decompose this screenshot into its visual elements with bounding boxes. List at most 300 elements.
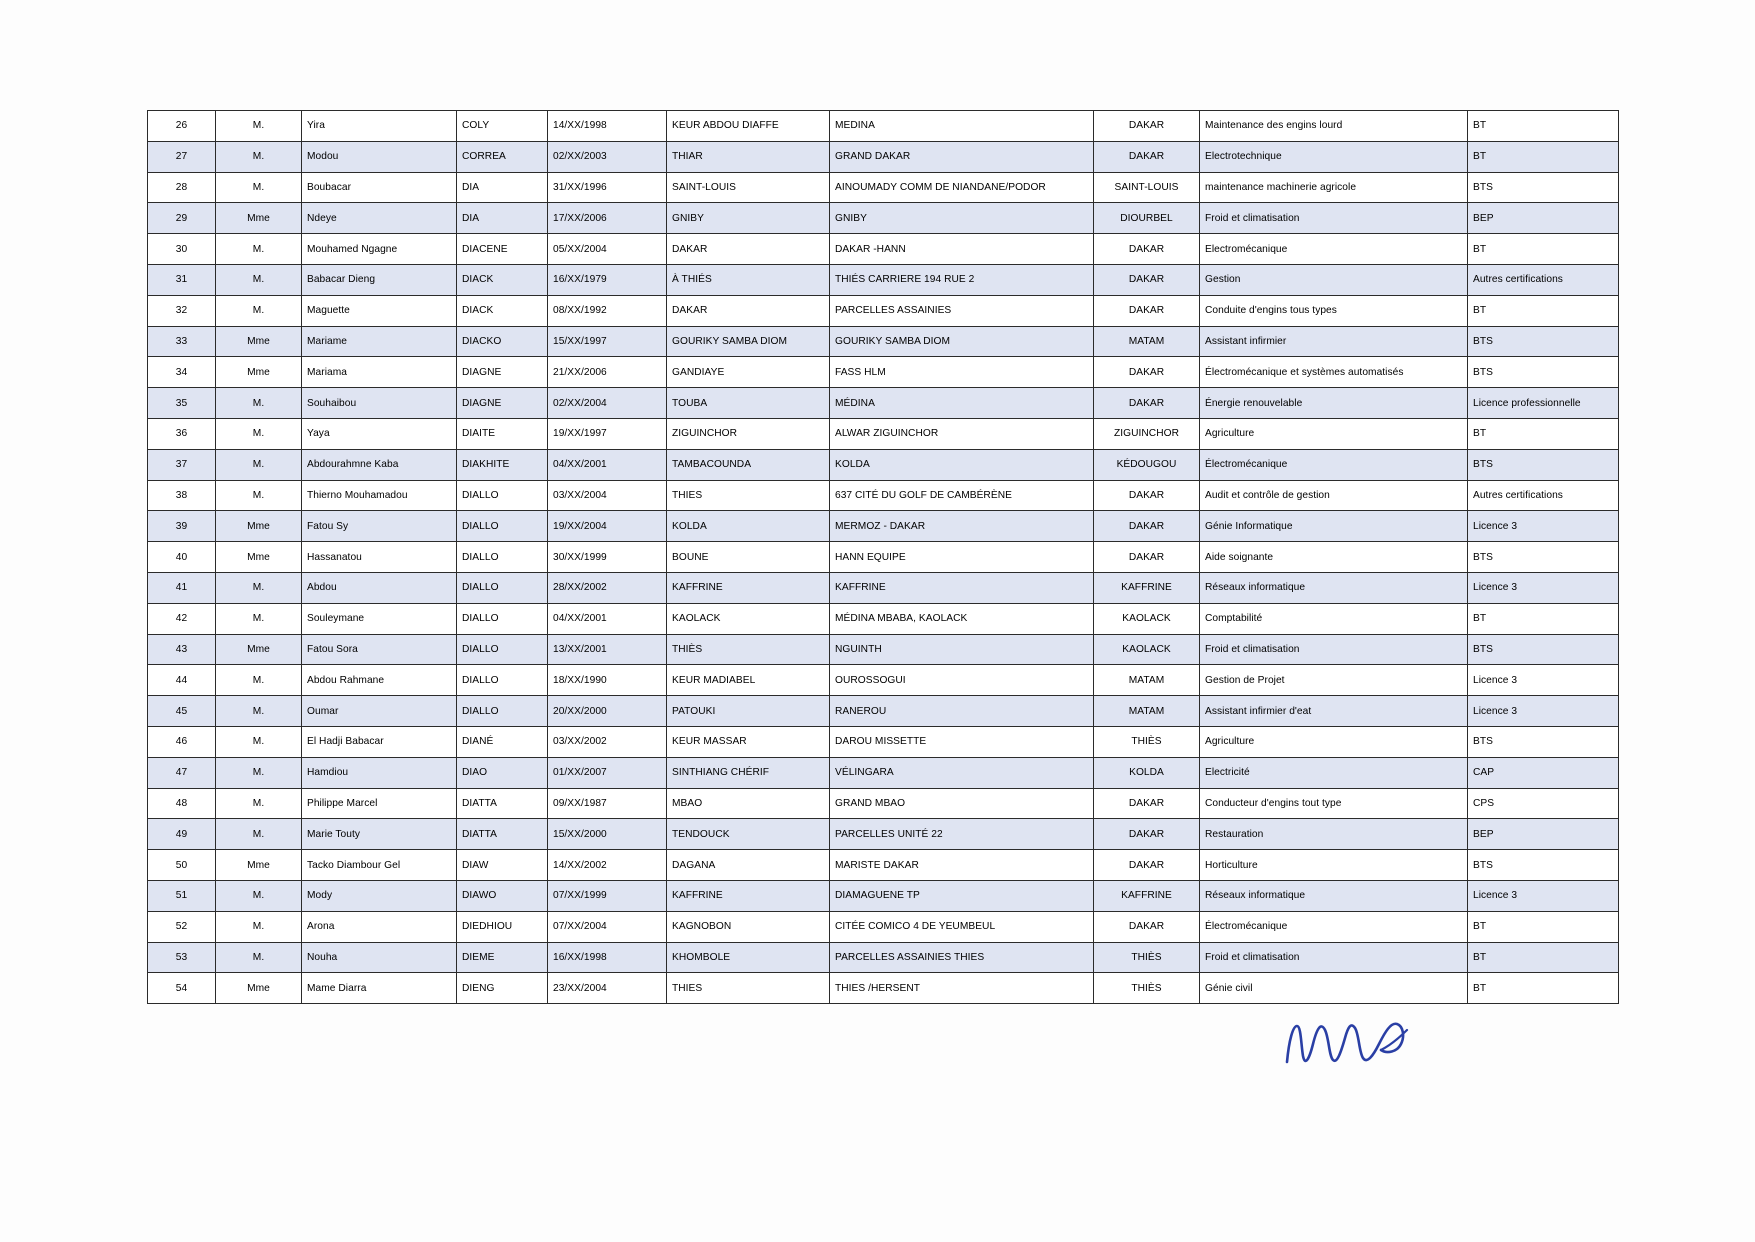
cell-diploma: BT — [1468, 234, 1619, 265]
cell-dob: 08/XX/1992 — [548, 295, 667, 326]
table-row — [148, 973, 1619, 1004]
cell-birthplace: KEUR ABDOU DIAFFE — [667, 111, 830, 142]
cell-region: DAKAR — [1094, 911, 1200, 942]
table-row — [148, 388, 1619, 419]
cell-specialty: Électromécanique — [1200, 911, 1468, 942]
table-row — [148, 449, 1619, 480]
cell-civility: M. — [216, 819, 302, 850]
cell-region: DAKAR — [1094, 850, 1200, 881]
cell-address: GRAND MBAO — [830, 788, 1094, 819]
cell-lastname: DIACKO — [457, 326, 548, 357]
cell-specialty: Aide soignante — [1200, 542, 1468, 573]
cell-birthplace: DAKAR — [667, 295, 830, 326]
cell-number: 39 — [148, 511, 216, 542]
cell-address: GRAND DAKAR — [830, 141, 1094, 172]
cell-birthplace: THIÈS — [667, 634, 830, 665]
cell-region: DAKAR — [1094, 788, 1200, 819]
cell-civility: Mme — [216, 634, 302, 665]
cell-civility: M. — [216, 234, 302, 265]
cell-civility: M. — [216, 172, 302, 203]
cell-specialty: Froid et climatisation — [1200, 203, 1468, 234]
cell-dob: 03/XX/2002 — [548, 726, 667, 757]
table-row — [148, 141, 1619, 172]
cell-region: THIÈS — [1094, 942, 1200, 973]
cell-region: DAKAR — [1094, 388, 1200, 419]
cell-diploma: Licence 3 — [1468, 572, 1619, 603]
cell-civility: M. — [216, 141, 302, 172]
cell-dob: 15/XX/1997 — [548, 326, 667, 357]
cell-lastname: DIACK — [457, 264, 548, 295]
cell-specialty: Génie Informatique — [1200, 511, 1468, 542]
cell-number: 44 — [148, 665, 216, 696]
table-row — [148, 172, 1619, 203]
cell-civility: Mme — [216, 850, 302, 881]
cell-dob: 28/XX/2002 — [548, 572, 667, 603]
cell-birthplace: KAFFRINE — [667, 880, 830, 911]
cell-number: 33 — [148, 326, 216, 357]
cell-birthplace: PATOUKI — [667, 696, 830, 727]
cell-lastname: DIAW — [457, 850, 548, 881]
cell-firstname: Mariame — [302, 326, 457, 357]
cell-region: KAOLACK — [1094, 634, 1200, 665]
cell-civility: M. — [216, 880, 302, 911]
cell-diploma: BT — [1468, 911, 1619, 942]
cell-number: 35 — [148, 388, 216, 419]
cell-civility: M. — [216, 942, 302, 973]
cell-birthplace: MBAO — [667, 788, 830, 819]
cell-region: KOLDA — [1094, 757, 1200, 788]
cell-lastname: DIEME — [457, 942, 548, 973]
cell-civility: M. — [216, 757, 302, 788]
cell-address: MÉDINA MBABA, KAOLACK — [830, 603, 1094, 634]
cell-diploma: Licence 3 — [1468, 696, 1619, 727]
table-row — [148, 696, 1619, 727]
cell-specialty: Gestion — [1200, 264, 1468, 295]
cell-address: AINOUMADY COMM DE NIANDANE/PODOR — [830, 172, 1094, 203]
cell-number: 47 — [148, 757, 216, 788]
cell-number: 31 — [148, 264, 216, 295]
cell-civility: M. — [216, 696, 302, 727]
cell-dob: 30/XX/1999 — [548, 542, 667, 573]
cell-lastname: DIEDHIOU — [457, 911, 548, 942]
cell-dob: 07/XX/2004 — [548, 911, 667, 942]
table-row — [148, 511, 1619, 542]
cell-lastname: DIAGNE — [457, 357, 548, 388]
cell-firstname: Boubacar — [302, 172, 457, 203]
cell-dob: 15/XX/2000 — [548, 819, 667, 850]
cell-region: MATAM — [1094, 326, 1200, 357]
cell-diploma: BT — [1468, 418, 1619, 449]
cell-firstname: Fatou Sy — [302, 511, 457, 542]
cell-birthplace: TAMBACOUNDA — [667, 449, 830, 480]
cell-diploma: BT — [1468, 603, 1619, 634]
cell-dob: 23/XX/2004 — [548, 973, 667, 1004]
cell-diploma: BTS — [1468, 850, 1619, 881]
cell-specialty: Electromécanique — [1200, 234, 1468, 265]
cell-firstname: Hamdiou — [302, 757, 457, 788]
table-row — [148, 788, 1619, 819]
cell-firstname: Abdourahmne Kaba — [302, 449, 457, 480]
cell-address: NGUINTH — [830, 634, 1094, 665]
cell-number: 37 — [148, 449, 216, 480]
cell-address: KOLDA — [830, 449, 1094, 480]
cell-lastname: DIENG — [457, 973, 548, 1004]
cell-firstname: Yaya — [302, 418, 457, 449]
cell-birthplace: TENDOUCK — [667, 819, 830, 850]
cell-civility: M. — [216, 665, 302, 696]
cell-diploma: CPS — [1468, 788, 1619, 819]
cell-firstname: El Hadji Babacar — [302, 726, 457, 757]
cell-diploma: BEP — [1468, 203, 1619, 234]
cell-lastname: DIALLO — [457, 696, 548, 727]
cell-specialty: Electricité — [1200, 757, 1468, 788]
cell-region: KAFFRINE — [1094, 572, 1200, 603]
cell-number: 46 — [148, 726, 216, 757]
cell-firstname: Fatou Sora — [302, 634, 457, 665]
cell-diploma: BTS — [1468, 542, 1619, 573]
cell-lastname: DIALLO — [457, 603, 548, 634]
cell-specialty: maintenance machinerie agricole — [1200, 172, 1468, 203]
cell-birthplace: ZIGUINCHOR — [667, 418, 830, 449]
cell-civility: Mme — [216, 511, 302, 542]
cell-region: THIÈS — [1094, 726, 1200, 757]
cell-lastname: CORREA — [457, 141, 548, 172]
cell-lastname: DIANÉ — [457, 726, 548, 757]
cell-firstname: Arona — [302, 911, 457, 942]
cell-lastname: DIATTA — [457, 819, 548, 850]
cell-civility: M. — [216, 388, 302, 419]
cell-dob: 21/XX/2006 — [548, 357, 667, 388]
cell-specialty: Froid et climatisation — [1200, 634, 1468, 665]
cell-lastname: DIAKHITE — [457, 449, 548, 480]
cell-civility: Mme — [216, 542, 302, 573]
cell-dob: 02/XX/2004 — [548, 388, 667, 419]
table-row — [148, 850, 1619, 881]
cell-specialty: Horticulture — [1200, 850, 1468, 881]
cell-civility: M. — [216, 726, 302, 757]
cell-address: DAKAR -HANN — [830, 234, 1094, 265]
cell-diploma: Autres certifications — [1468, 264, 1619, 295]
cell-specialty: Froid et climatisation — [1200, 942, 1468, 973]
cell-region: DIOURBEL — [1094, 203, 1200, 234]
cell-dob: 19/XX/2004 — [548, 511, 667, 542]
cell-diploma: CAP — [1468, 757, 1619, 788]
cell-lastname: DIALLO — [457, 542, 548, 573]
cell-specialty: Audit et contrôle de gestion — [1200, 480, 1468, 511]
cell-diploma: Licence professionnelle — [1468, 388, 1619, 419]
cell-civility: M. — [216, 449, 302, 480]
cell-dob: 02/XX/2003 — [548, 141, 667, 172]
cell-lastname: DIALLO — [457, 634, 548, 665]
cell-number: 27 — [148, 141, 216, 172]
cell-diploma: BTS — [1468, 357, 1619, 388]
cell-specialty: Gestion de Projet — [1200, 665, 1468, 696]
cell-civility: Mme — [216, 357, 302, 388]
cell-firstname: Mody — [302, 880, 457, 911]
cell-number: 49 — [148, 819, 216, 850]
cell-region: KÉDOUGOU — [1094, 449, 1200, 480]
cell-number: 36 — [148, 418, 216, 449]
cell-specialty: Énergie renouvelable — [1200, 388, 1468, 419]
cell-firstname: Tacko Diambour Gel — [302, 850, 457, 881]
roster-table-body — [148, 111, 1619, 1004]
cell-address: CITÉE COMICO 4 DE YEUMBEUL — [830, 911, 1094, 942]
handwritten-signature — [1281, 1000, 1441, 1080]
cell-diploma: BTS — [1468, 449, 1619, 480]
cell-specialty: Assistant infirmier d'eat — [1200, 696, 1468, 727]
cell-civility: Mme — [216, 326, 302, 357]
cell-specialty: Maintenance des engins lourd — [1200, 111, 1468, 142]
cell-dob: 20/XX/2000 — [548, 696, 667, 727]
cell-birthplace: KEUR MASSAR — [667, 726, 830, 757]
cell-specialty: Électromécanique et systèmes automatisés — [1200, 357, 1468, 388]
cell-specialty: Conduite d'engins tous types — [1200, 295, 1468, 326]
cell-address: THIÉS CARRIERE 194 RUE 2 — [830, 264, 1094, 295]
cell-specialty: Réseaux informatique — [1200, 880, 1468, 911]
cell-address: RANEROU — [830, 696, 1094, 727]
cell-region: DAKAR — [1094, 357, 1200, 388]
cell-dob: 07/XX/1999 — [548, 880, 667, 911]
cell-number: 26 — [148, 111, 216, 142]
cell-dob: 03/XX/2004 — [548, 480, 667, 511]
cell-diploma: BT — [1468, 141, 1619, 172]
cell-specialty: Génie civil — [1200, 973, 1468, 1004]
cell-civility: M. — [216, 572, 302, 603]
cell-specialty: Restauration — [1200, 819, 1468, 850]
cell-number: 54 — [148, 973, 216, 1004]
cell-diploma: Licence 3 — [1468, 511, 1619, 542]
table-row — [148, 264, 1619, 295]
cell-number: 34 — [148, 357, 216, 388]
cell-firstname: Marie Touty — [302, 819, 457, 850]
cell-diploma: Licence 3 — [1468, 880, 1619, 911]
table-row — [148, 203, 1619, 234]
cell-number: 45 — [148, 696, 216, 727]
cell-lastname: DIAWO — [457, 880, 548, 911]
cell-firstname: Abdou Rahmane — [302, 665, 457, 696]
cell-region: KAOLACK — [1094, 603, 1200, 634]
cell-birthplace: À THIÉS — [667, 264, 830, 295]
cell-region: DAKAR — [1094, 234, 1200, 265]
cell-lastname: DIALLO — [457, 665, 548, 696]
cell-address: HANN EQUIPE — [830, 542, 1094, 573]
cell-address: VÉLINGARA — [830, 757, 1094, 788]
cell-birthplace: DAKAR — [667, 234, 830, 265]
table-row — [148, 603, 1619, 634]
cell-number: 38 — [148, 480, 216, 511]
cell-civility: Mme — [216, 203, 302, 234]
cell-dob: 16/XX/1979 — [548, 264, 667, 295]
cell-civility: M. — [216, 480, 302, 511]
cell-firstname: Modou — [302, 141, 457, 172]
cell-diploma: Licence 3 — [1468, 665, 1619, 696]
cell-firstname: Yira — [302, 111, 457, 142]
table-row — [148, 418, 1619, 449]
cell-number: 50 — [148, 850, 216, 881]
cell-address: FASS HLM — [830, 357, 1094, 388]
table-row — [148, 572, 1619, 603]
table-row — [148, 357, 1619, 388]
roster-table — [147, 110, 1619, 1004]
cell-address: GOURIKY SAMBA DIOM — [830, 326, 1094, 357]
cell-number: 30 — [148, 234, 216, 265]
cell-lastname: DIA — [457, 172, 548, 203]
cell-birthplace: THIES — [667, 480, 830, 511]
cell-region: DAKAR — [1094, 480, 1200, 511]
cell-address: PARCELLES UNITÉ 22 — [830, 819, 1094, 850]
cell-civility: Mme — [216, 973, 302, 1004]
cell-address: MEDINA — [830, 111, 1094, 142]
cell-specialty: Comptabilité — [1200, 603, 1468, 634]
cell-address: GNIBY — [830, 203, 1094, 234]
cell-number: 40 — [148, 542, 216, 573]
table-row — [148, 542, 1619, 573]
cell-dob: 14/XX/1998 — [548, 111, 667, 142]
cell-firstname: Souleymane — [302, 603, 457, 634]
cell-civility: M. — [216, 911, 302, 942]
cell-region: DAKAR — [1094, 264, 1200, 295]
cell-region: KAFFRINE — [1094, 880, 1200, 911]
cell-number: 28 — [148, 172, 216, 203]
cell-lastname: DIACK — [457, 295, 548, 326]
cell-birthplace: BOUNE — [667, 542, 830, 573]
cell-number: 52 — [148, 911, 216, 942]
cell-number: 53 — [148, 942, 216, 973]
cell-birthplace: SINTHIANG CHÉRIF — [667, 757, 830, 788]
cell-firstname: Babacar Dieng — [302, 264, 457, 295]
table-row — [148, 819, 1619, 850]
cell-region: THIÈS — [1094, 973, 1200, 1004]
cell-dob: 17/XX/2006 — [548, 203, 667, 234]
cell-address: THIES /HERSENT — [830, 973, 1094, 1004]
cell-diploma: BEP — [1468, 819, 1619, 850]
cell-birthplace: KHOMBOLE — [667, 942, 830, 973]
cell-dob: 31/XX/1996 — [548, 172, 667, 203]
cell-address: MÉDINA — [830, 388, 1094, 419]
cell-diploma: Autres certifications — [1468, 480, 1619, 511]
cell-firstname: Souhaibou — [302, 388, 457, 419]
table-row — [148, 234, 1619, 265]
cell-number: 43 — [148, 634, 216, 665]
cell-lastname: COLY — [457, 111, 548, 142]
cell-region: DAKAR — [1094, 542, 1200, 573]
cell-dob: 19/XX/1997 — [548, 418, 667, 449]
cell-address: OUROSSOGUI — [830, 665, 1094, 696]
cell-lastname: DIAITE — [457, 418, 548, 449]
cell-lastname: DIALLO — [457, 480, 548, 511]
cell-firstname: Mame Diarra — [302, 973, 457, 1004]
cell-birthplace: SAINT-LOUIS — [667, 172, 830, 203]
cell-birthplace: DAGANA — [667, 850, 830, 881]
table-row — [148, 880, 1619, 911]
cell-lastname: DIACENE — [457, 234, 548, 265]
table-row — [148, 757, 1619, 788]
cell-region: DAKAR — [1094, 141, 1200, 172]
cell-civility: M. — [216, 603, 302, 634]
cell-specialty: Conducteur d'engins tout type — [1200, 788, 1468, 819]
table-row — [148, 726, 1619, 757]
table-row — [148, 295, 1619, 326]
cell-number: 32 — [148, 295, 216, 326]
cell-dob: 13/XX/2001 — [548, 634, 667, 665]
cell-birthplace: KAFFRINE — [667, 572, 830, 603]
cell-dob: 04/XX/2001 — [548, 449, 667, 480]
cell-lastname: DIALLO — [457, 511, 548, 542]
cell-birthplace: THIES — [667, 973, 830, 1004]
table-row — [148, 111, 1619, 142]
cell-birthplace: KOLDA — [667, 511, 830, 542]
cell-firstname: Maguette — [302, 295, 457, 326]
cell-dob: 01/XX/2007 — [548, 757, 667, 788]
cell-specialty: Agriculture — [1200, 418, 1468, 449]
table-row — [148, 634, 1619, 665]
roster-table-container — [147, 110, 1581, 1004]
cell-birthplace: KEUR MADIABEL — [667, 665, 830, 696]
cell-diploma: BTS — [1468, 726, 1619, 757]
cell-birthplace: GNIBY — [667, 203, 830, 234]
cell-diploma: BTS — [1468, 634, 1619, 665]
cell-region: DAKAR — [1094, 295, 1200, 326]
cell-address: MARISTE DAKAR — [830, 850, 1094, 881]
cell-dob: 14/XX/2002 — [548, 850, 667, 881]
cell-firstname: Ndeye — [302, 203, 457, 234]
cell-address: ALWAR ZIGUINCHOR — [830, 418, 1094, 449]
cell-specialty: Électromécanique — [1200, 449, 1468, 480]
cell-specialty: Assistant infirmier — [1200, 326, 1468, 357]
cell-diploma: BTS — [1468, 326, 1619, 357]
cell-firstname: Mariama — [302, 357, 457, 388]
cell-specialty: Agriculture — [1200, 726, 1468, 757]
cell-civility: M. — [216, 418, 302, 449]
cell-diploma: BT — [1468, 942, 1619, 973]
cell-diploma: BT — [1468, 111, 1619, 142]
cell-number: 48 — [148, 788, 216, 819]
cell-birthplace: KAGNOBON — [667, 911, 830, 942]
cell-region: DAKAR — [1094, 819, 1200, 850]
cell-diploma: BT — [1468, 295, 1619, 326]
cell-address: DIAMAGUENE TP — [830, 880, 1094, 911]
cell-lastname: DIAO — [457, 757, 548, 788]
cell-number: 41 — [148, 572, 216, 603]
cell-region: MATAM — [1094, 696, 1200, 727]
cell-address: KAFFRINE — [830, 572, 1094, 603]
cell-region: MATAM — [1094, 665, 1200, 696]
cell-diploma: BTS — [1468, 172, 1619, 203]
cell-lastname: DIAGNE — [457, 388, 548, 419]
cell-civility: M. — [216, 264, 302, 295]
cell-dob: 05/XX/2004 — [548, 234, 667, 265]
cell-birthplace: KAOLACK — [667, 603, 830, 634]
cell-firstname: Thierno Mouhamadou — [302, 480, 457, 511]
cell-birthplace: TOUBA — [667, 388, 830, 419]
cell-civility: M. — [216, 295, 302, 326]
cell-region: DAKAR — [1094, 111, 1200, 142]
cell-firstname: Abdou — [302, 572, 457, 603]
cell-firstname: Nouha — [302, 942, 457, 973]
cell-lastname: DIATTA — [457, 788, 548, 819]
cell-address: 637 CITÉ DU GOLF DE CAMBÉRÈNE — [830, 480, 1094, 511]
cell-dob: 16/XX/1998 — [548, 942, 667, 973]
cell-firstname: Philippe Marcel — [302, 788, 457, 819]
cell-civility: M. — [216, 788, 302, 819]
cell-dob: 18/XX/1990 — [548, 665, 667, 696]
cell-lastname: DIA — [457, 203, 548, 234]
cell-region: DAKAR — [1094, 511, 1200, 542]
cell-birthplace: GOURIKY SAMBA DIOM — [667, 326, 830, 357]
table-row — [148, 911, 1619, 942]
cell-dob: 09/XX/1987 — [548, 788, 667, 819]
cell-number: 51 — [148, 880, 216, 911]
